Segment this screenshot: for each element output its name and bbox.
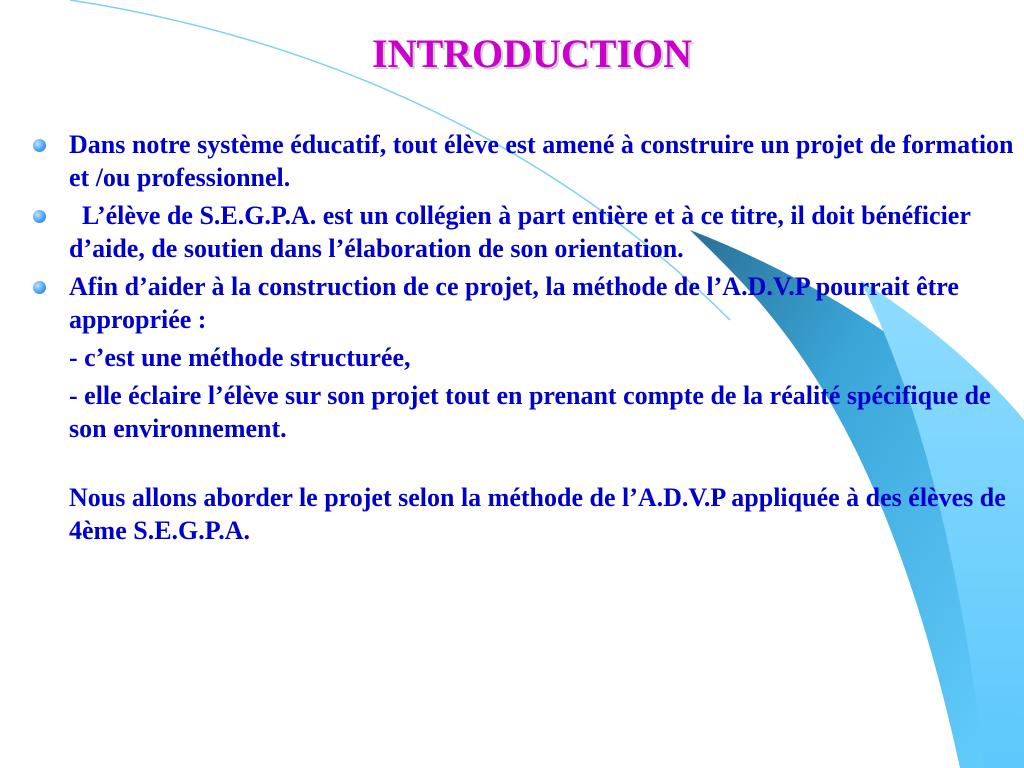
sub-line-1: - c’est une méthode structurée, (69, 343, 411, 372)
bullet-dot-icon (33, 139, 46, 152)
bullet-dot-icon (33, 210, 46, 223)
bullet-text-2: L’élève de S.E.G.P.A. est un collégien à part entière et à ce titre, il doit bénéficier d’aide, de soutien dans l’élaboration de son orientation. (69, 201, 977, 263)
bullet-item-1 (30, 128, 1020, 194)
bullet-item-2 (30, 199, 1020, 265)
bullet-item-3 (30, 270, 1020, 336)
sub-line-2: - elle éclaire l’élève sur son projet tout en prenant compte de la réalité spécifique de son environnement. (69, 381, 991, 443)
bullet-text-3: Afin d’aider à la construction de ce projet, la méthode de l’A.D.V.P pourrait être appropriée : (69, 272, 959, 334)
bullet-dot-icon (33, 281, 46, 294)
slide-title: INTRODUCTION (372, 31, 693, 76)
slide-content (30, 128, 1020, 552)
bullet-text-1: Dans notre système éducatif, tout élève est amené à construire un projet de formation et /ou professionnel. (69, 130, 1014, 192)
sub-line-3: Nous allons aborder le projet selon la méthode de l’A.D.V.P appliquée à des élèves de 4ème S.E.G.P.A. (69, 483, 1006, 545)
